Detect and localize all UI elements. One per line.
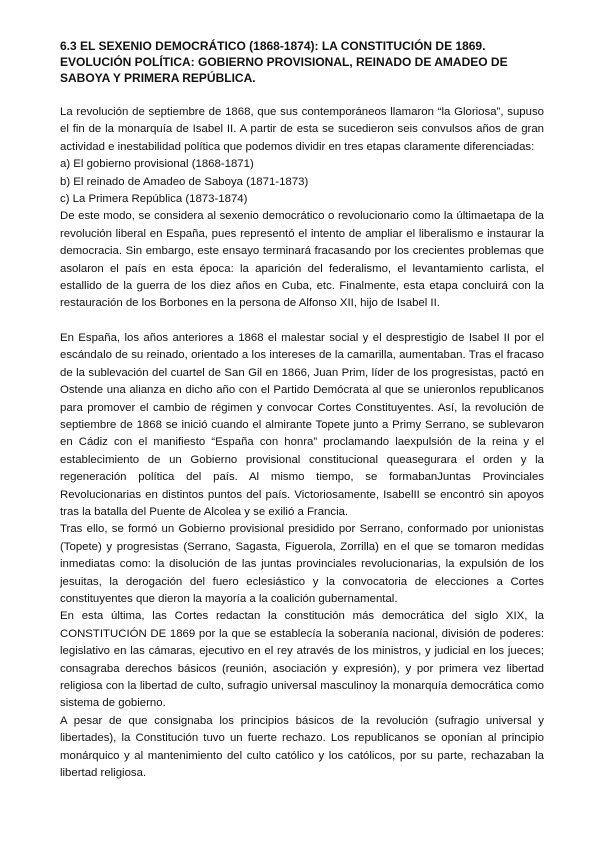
antecedents-paragraph: En España, los años anteriores a 1868 el malestar social y el desprestigio de Isabel II por el escándalo de su reinado, orientado a los intereses de la camarilla, aumentaban. Tras el fracaso de la sublevación del cuartel de San Gil en 1866, Juan Prim, líder de los progresistas, pactó en Ostende una alianza en dicho año con el Partido Demócrata al que se unieronlos republicanos para promover el cambio de régimen y convocar Cortes Constituyentes. Así, la revolución de septiembre de 1868 se inició cuando el almirante Topete junto a Primy Serrano, se sublevaron en Cádiz con el manifiesto “España con honra” proclamando laexpulsión de la reina y el establecimiento de un Gobierno provisional constitucional queasegurara el orden y la regeneración política del país. Al mismo tiempo, se formabanJuntas Provinciales Revolucionarias en distintos puntos del país. Victoriosamente, IsabelII se encontró sin apoyos tras la batalla del Puente de Alcolea y se exilió a Francia. — [60, 331, 544, 518]
intro-paragraph: La revolución de septiembre de 1868, que sus contemporáneos llamaron “la Gloriosa”, supuso el fin de la monarquía de Isabel II. A partir de esta se sucedieron seis convulsos años de gran actividad e inestabilidad política que podemos dividir en tres etapas claramente diferenciadas: — [60, 106, 544, 153]
page-title: 6.3 EL SEXENIO DEMOCRÁTICO (1868-1874): LA CONSTITUCIÓN DE 1869. EVOLUCIÓN POLÍTICA: GOBIERNO PROVISIONAL, REINADO DE AMADEO DE SABOYA Y PRIMERA REPÚBLICA. — [60, 39, 508, 85]
provisional-government-paragraph: Tras ello, se formó un Gobierno provisional presidido por Serrano, conformado por unionistas (Topete) y progresistas (Serrano, Sagasta, Figuerola, Zorrilla) en el que se tomaron medidas inmediatas como: la disolución de las juntas provinciales revolucionarias, la expulsión de los jesuitas, la derogación del fuero eclesiástico y la convocatoria de elecciones a Cortes constituyentes que dieron la mayoría a la coalición gubernamental. — [60, 523, 544, 605]
stage-item: a) El gobierno provisional (1868-1871) — [60, 158, 254, 171]
stage-item: c) La Primera República (1873-1874) — [60, 193, 248, 206]
document-page — [60, 38, 544, 782]
sexenio-paragraph: De este modo, se considera al sexenio democrático o revolucionario como la últimaetapa de la revolución liberal en España, pues representó el intento de ampliar el liberalismo e instaurar la democracia. Sin embargo, este ensayo terminará fracasando por los crecientes problemas que asolaron el país en esta época: la aparición del federalismo, el levantamiento carlista, el estallido de la guerra de los diez años en Cuba, etc. Finalmente, esta etapa concluirá con la restauración de los Borbones en la persona de Alfonso XII, hijo de Isabel II. — [60, 210, 544, 310]
constitution-paragraph: En esta última, las Cortes redactan la constitución más democrática del siglo XIX, la CONSTITUCIÓN DE 1869 por la que se establecía la soberanía nacional, división de poderes: legislativo en las cámaras, ejecutivo en el rey através de los ministros, y judicial en los jueces; consagraba derechos básicos (reunión, asociación y expresión), y por primera vez libertad religiosa con la libertad de culto, sufragio universal masculinoy la monarquía democrática como sistema de gobierno. — [60, 610, 544, 710]
paragraph-gap — [60, 313, 544, 330]
rejection-paragraph: A pesar de que consignaba los principios básicos de la revolución (sufragio universal y libertades), la Constitución tuvo un fuerte rechazo. Los republicanos se oponían al principio monárquico y al mantenimiento del culto católico y los católicos, por su parte, rechazaban la libertad religiosa. — [60, 714, 544, 780]
stage-item: b) El reinado de Amadeo de Saboya (1871-1873) — [60, 175, 309, 188]
